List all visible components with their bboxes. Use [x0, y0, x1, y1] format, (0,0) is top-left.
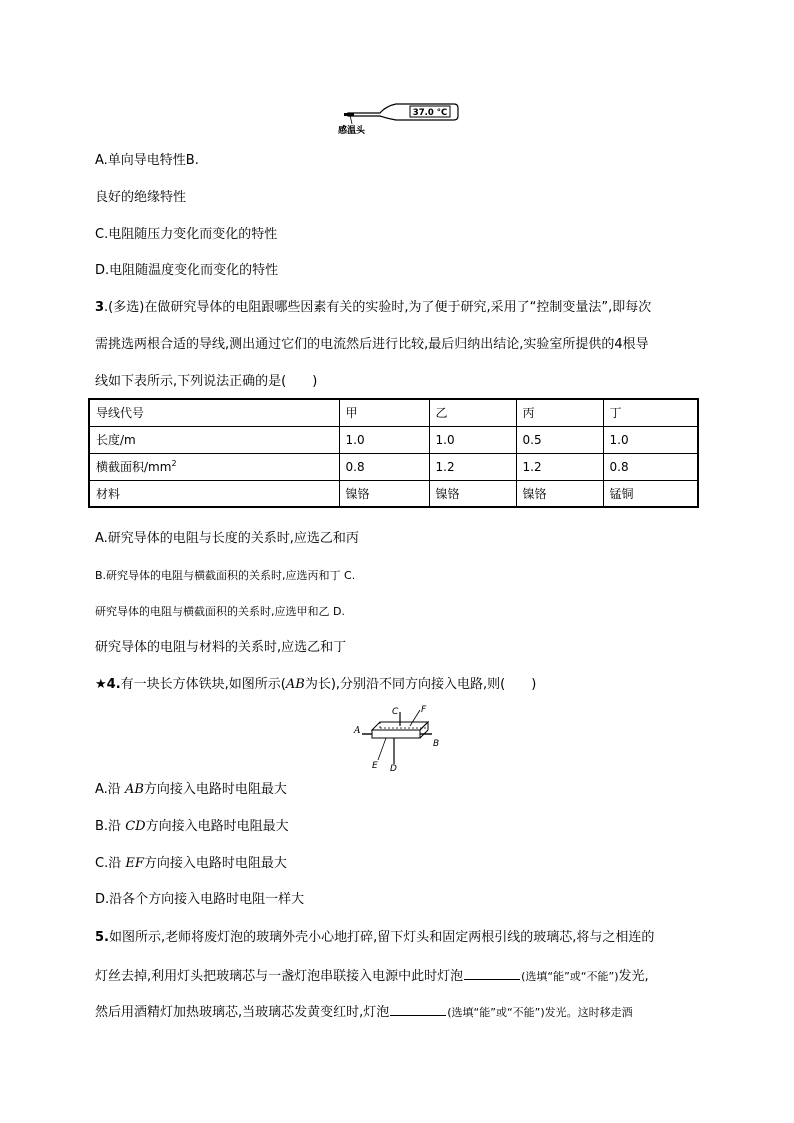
- q4-stem-ab: AB: [285, 677, 305, 692]
- q5-line-1: [95, 929, 654, 947]
- q4-option-b: [95, 818, 289, 836]
- block-hidden-edges: [380, 722, 428, 728]
- q4-option-a-var: AB: [124, 782, 144, 797]
- q3-number: 3: [95, 300, 105, 315]
- label-a: A: [354, 726, 361, 736]
- iron-block-figure: [348, 702, 448, 774]
- table-cell: 镍铬: [339, 480, 429, 507]
- wire-table: [88, 398, 699, 508]
- q4-stem-pre: 有一块长方体铁块,如图所示(: [120, 677, 286, 692]
- q5-line-2: [95, 966, 649, 986]
- label-b: B: [433, 739, 440, 749]
- label-c: C: [392, 707, 399, 717]
- table-cell: 1.0: [603, 426, 698, 453]
- q5-line-3-post: 发光。这时移走酒: [544, 1006, 633, 1019]
- table-row: [89, 453, 698, 480]
- q2-option-a: A.单向导电特性B.: [95, 153, 199, 168]
- q3-tag: .(多选): [104, 300, 145, 315]
- table-cell: 0.8: [339, 453, 429, 480]
- q3-option-b: B.研究导体的电阻与横截面积的关系时,应选丙和丁 C.: [95, 569, 356, 582]
- q4-option-a-pre: A.沿: [95, 782, 125, 797]
- table-row-label-sup: 2: [171, 459, 177, 468]
- label-d: D: [390, 764, 397, 774]
- q5-number: 5.: [95, 930, 109, 945]
- table-header-cell: 甲: [339, 399, 429, 426]
- table-header-cell: 丙: [516, 399, 603, 426]
- table-header-cell: 乙: [429, 399, 516, 426]
- table-header-cell: 丁: [603, 399, 698, 426]
- table-cell: 0.8: [603, 453, 698, 480]
- block-front-face: [372, 730, 420, 738]
- block-right-face: [420, 722, 428, 738]
- q4-stem-post: 为长),分别沿不同方向接入电路,则( ): [304, 677, 537, 692]
- table-cell: 锰铜: [603, 480, 698, 507]
- q5-line-3: [95, 1002, 633, 1022]
- q3-stem-text-1: 在做研究导体的电阻跟哪些因素有关的实验时,为了便于研究,采用了“控制变量法”,即每次: [144, 300, 652, 315]
- q4-option-c-var: EF: [125, 856, 144, 871]
- q5-line-1-text: 如图所示,老师将废灯泡的玻璃外壳小心地打碎,留下灯头和固定两根引线的玻璃芯,将与之相连的: [108, 930, 655, 945]
- sensor-label: 感温头: [338, 126, 366, 136]
- q5-line-3-pre: 然后用酒精灯加热玻璃芯,当玻璃芯发黄变红时,灯泡: [95, 1005, 390, 1020]
- thermometer-figure: [330, 96, 470, 138]
- table-cell: 0.5: [516, 426, 603, 453]
- q3-stem-line-1: [95, 299, 651, 317]
- q4-option-d: D.沿各个方向接入电路时电阻一样大: [95, 892, 305, 907]
- q5-line-2-paren: (选填“能”或“不能”): [521, 970, 619, 983]
- q2-option-b: 良好的绝缘特性: [95, 190, 187, 205]
- table-row: [89, 480, 698, 507]
- q4-number: 4.: [106, 677, 121, 692]
- table-header-row: [89, 399, 698, 426]
- table-header-cell: 导线代号: [89, 399, 339, 426]
- q4-option-b-var: CD: [125, 819, 146, 834]
- q5-line-3-paren: (选填“能”或“不能”): [447, 1006, 545, 1019]
- q5-line-2-pre: 灯丝去掉,利用灯头把玻璃芯与一盏灯泡串联接入电源中此时灯泡: [95, 969, 464, 984]
- wire-f: [410, 710, 420, 726]
- q4-option-b-post: 方向接入电路时电阻最大: [145, 819, 289, 834]
- q3-stem-line-3: 线如下表所示,下列说法正确的是( ): [95, 374, 318, 389]
- q3-option-a: A.研究导体的电阻与长度的关系时,应选乙和丙: [95, 531, 359, 546]
- table-row: [89, 426, 698, 453]
- table-row-label-text: 横截面积/mm: [96, 460, 172, 474]
- q3-stem-line-2: 需挑选两根合适的导线,测出通过它们的电流然后进行比较,最后归纳出结论,实验室所提供的4根导: [95, 337, 649, 352]
- table-cell: 1.0: [339, 426, 429, 453]
- q4-option-c: [95, 855, 287, 873]
- q4-stem: [95, 676, 536, 694]
- star-icon: ★: [95, 677, 107, 692]
- table-cell: 镍铬: [516, 480, 603, 507]
- label-e: E: [372, 761, 378, 771]
- thermometer-reading: 37.0 °C: [412, 108, 448, 118]
- q2-option-d: D.电阻随温度变化而变化的特性: [95, 263, 279, 278]
- q5-line-2-post: 发光,: [618, 969, 649, 984]
- table-row-label: 长度/m: [89, 426, 339, 453]
- wire-e: [378, 738, 386, 760]
- answer-blank-2[interactable]: [390, 1002, 446, 1016]
- q4-option-a: [95, 781, 287, 799]
- q2-option-c: C.电阻随压力变化而变化的特性: [95, 227, 278, 242]
- table-row-label: 材料: [89, 480, 339, 507]
- q4-option-c-post: 方向接入电路时电阻最大: [143, 856, 287, 871]
- answer-blank-1[interactable]: [464, 966, 520, 980]
- q3-option-c: 研究导体的电阻与横截面积的关系时,应选甲和乙 D.: [95, 605, 345, 618]
- table-cell: 镍铬: [429, 480, 516, 507]
- table-cell: 1.2: [516, 453, 603, 480]
- table-cell: 1.0: [429, 426, 516, 453]
- table-row-label: [89, 453, 339, 480]
- label-f: F: [421, 705, 427, 715]
- table-cell: 1.2: [429, 453, 516, 480]
- q4-option-c-pre: C.沿: [95, 856, 126, 871]
- q4-option-a-post: 方向接入电路时电阻最大: [143, 782, 287, 797]
- q4-option-b-pre: B.沿: [95, 819, 126, 834]
- q3-option-d: 研究导体的电阻与材料的关系时,应选乙和丁: [95, 640, 347, 655]
